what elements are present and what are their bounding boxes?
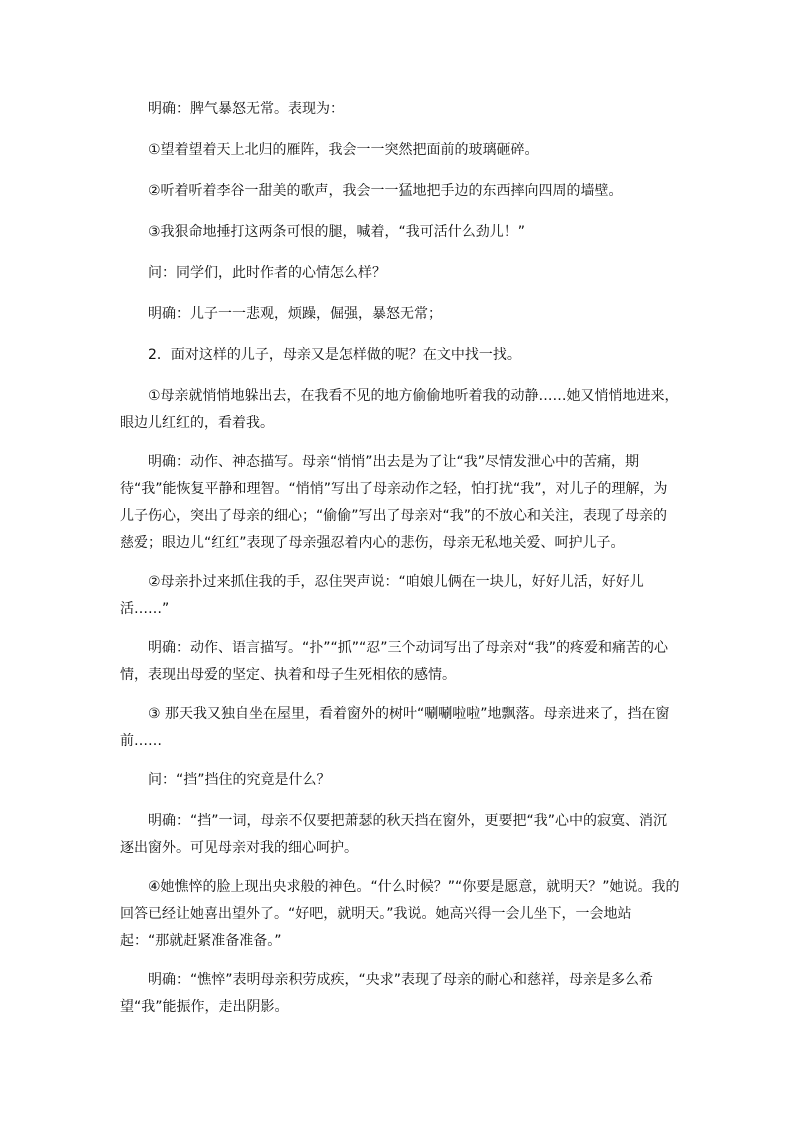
paragraph: 明确：“挡”一词，母亲不仅要把萧瑟的秋天挡在窗外，更要把“我”心中的寂寞、消沉逐出窗外。可见母亲对我的细心呵护。: [120, 813, 668, 856]
document-body: [120, 96, 680, 1033]
paragraph: ①母亲就悄悄地躲出去，在我看不见的地方偷偷地听着我的动静……她又悄悄地进来，眼边儿红红的，看着我。: [120, 388, 679, 431]
paragraph: ②听着听着李谷一甜美的歌声，我会一一猛地把手边的东西摔向四周的墙壁。: [148, 183, 623, 199]
paragraph: 明确：脾气暴怒无常。表现为：: [148, 101, 344, 117]
paragraph: 问：“挡”挡住的究竟是什么？: [148, 772, 331, 788]
paragraph: 明确：动作、神态描写。母亲“悄悄”出去是为了让“我”尽情发泄心中的苦痛，期待“我”能恢复平静和理智。“悄悄”写出了母亲动作之轻，怕打扰“我”，对儿子的理解，为儿子伤心，突出了母亲的细心；“偷偷”写出了母亲对“我”的不放心和关注，表现了母亲的慈爱；眼边儿“红红”表现了母亲强忍着内心的悲伤，母亲无私地关爱、呵护儿子。: [120, 454, 668, 551]
paragraph: 2．面对这样的儿子，母亲又是怎样做的呢？在文中找一找。: [148, 347, 521, 363]
paragraph: ③ 那天我又独自坐在屋里，看着窗外的树叶“唰唰啦啦”地飘落。母亲进来了，挡在窗前……: [120, 706, 670, 749]
paragraph: ④她憔悴的脸上现出央求般的神色。“什么时候？”“你要是愿意，就明天？”她说。我的回答已经让她喜出望外了。“好吧，就明天。”我说。她高兴得一会儿坐下，一会地站起：“那就赶紧准备准备。”: [120, 879, 680, 949]
paragraph: 明确：动作、语言描写。“扑”“抓”“忍”三个动词写出了母亲对“我”的疼爱和痛苦的心情，表现出母爱的坚定、执着和母子生死相依的感情。: [120, 640, 669, 683]
paragraph: ①望着望着天上北归的雁阵，我会一一突然把面前的玻璃砸碎。: [148, 142, 539, 158]
paragraph: ③我狠命地捶打这两条可恨的腿，喊着，“我可活什么劲儿！”: [148, 224, 526, 240]
paragraph: ②母亲扑过来抓住我的手，忍住哭声说：“咱娘儿俩在一块儿，好好儿活，好好儿活……”: [120, 574, 644, 617]
paragraph: 明确：“憔悴”表明母亲积劳成疾，“央求”表现了母亲的耐心和慈祥，母亲是多么希望“我”能振作，走出阴影。: [120, 972, 654, 1015]
paragraph: 问：同学们，此时作者的心情怎么样？: [148, 265, 386, 281]
paragraph: 明确：儿子一一悲观，烦躁，倔强，暴怒无常；: [148, 306, 442, 322]
